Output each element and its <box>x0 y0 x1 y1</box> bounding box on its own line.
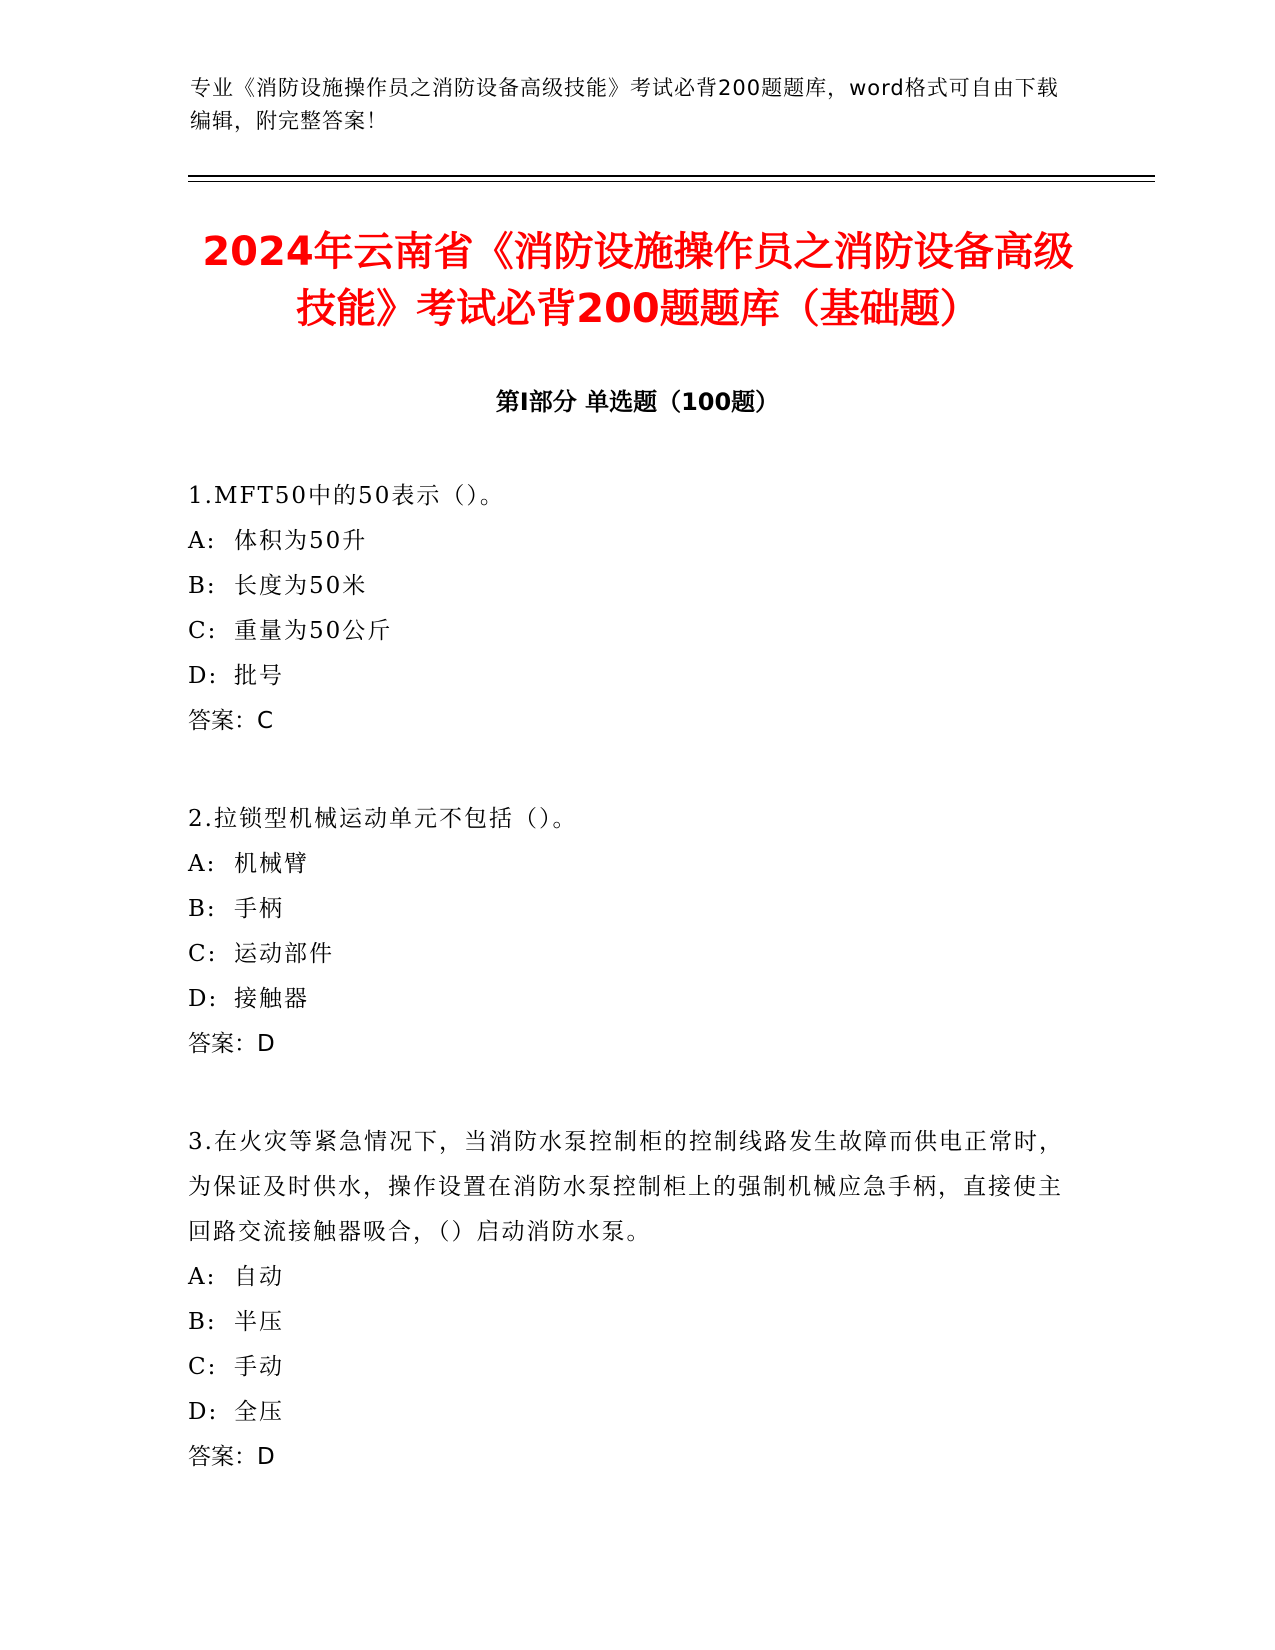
section-title: 第Ⅰ部分 单选题（100题） <box>495 388 780 416</box>
option-text: 体积为50升 <box>234 528 368 554</box>
option-a <box>188 842 1068 887</box>
header-divider-thick <box>188 175 1155 177</box>
option-key: C: <box>188 941 218 967</box>
option-text: 重量为50公斤 <box>234 618 393 644</box>
option-c <box>188 932 1068 977</box>
answer-line: 答案：C <box>188 708 274 734</box>
option-key: D: <box>188 986 219 1012</box>
answer-line: 答案：D <box>188 1031 275 1057</box>
option-d <box>188 977 1068 1022</box>
option-key: A: <box>188 851 217 877</box>
question-text: 2.拉锁型机械运动单元不包括（）。 <box>188 806 578 832</box>
document-title: 2024年云南省《消防设施操作员之消防设备高级技能》考试必背200题题库（基础题） <box>202 229 1074 332</box>
option-d <box>188 654 1068 699</box>
question-1 <box>188 474 1068 744</box>
option-key: A: <box>188 1264 217 1290</box>
option-key: C: <box>188 1354 218 1380</box>
option-b <box>188 887 1068 932</box>
answer-line: 答案：D <box>188 1444 275 1470</box>
option-key: B: <box>188 896 217 922</box>
option-text: 运动部件 <box>234 941 334 967</box>
option-text: 自动 <box>234 1264 284 1290</box>
option-text: 机械臂 <box>234 851 309 877</box>
option-a <box>188 1255 1068 1300</box>
option-text: 手柄 <box>234 896 284 922</box>
option-c <box>188 1345 1068 1390</box>
option-b <box>188 1300 1068 1345</box>
question-text: 1.MFT50中的50表示（）。 <box>188 483 505 509</box>
option-key: C: <box>188 618 218 644</box>
question-list <box>188 474 1068 1533</box>
option-a <box>188 519 1068 564</box>
option-key: B: <box>188 1309 217 1335</box>
question-text: 3.在火灾等紧急情况下，当消防水泵控制柜的控制线路发生故障而供电正常时，为保证及时供水，操作设置在消防水泵控制柜上的强制机械应急手柄，直接使主回路交流接触器吸合，（）启动消防水泵。 <box>188 1129 1064 1245</box>
option-text: 半压 <box>234 1309 284 1335</box>
option-key: B: <box>188 573 217 599</box>
option-text: 全压 <box>234 1399 284 1425</box>
option-key: A: <box>188 528 217 554</box>
option-b <box>188 564 1068 609</box>
header-note: 专业《消防设施操作员之消防设备高级技能》考试必背200题题库，word格式可自由下载编辑，附完整答案！ <box>190 76 1059 133</box>
option-key: D: <box>188 1399 219 1425</box>
option-key: D: <box>188 663 219 689</box>
option-c <box>188 609 1068 654</box>
question-2 <box>188 797 1068 1067</box>
option-text: 批号 <box>234 663 284 689</box>
option-text: 长度为50米 <box>234 573 368 599</box>
header-divider-thin <box>188 181 1155 182</box>
question-3 <box>188 1120 1068 1480</box>
option-d <box>188 1390 1068 1435</box>
option-text: 接触器 <box>234 986 309 1012</box>
option-text: 手动 <box>234 1354 284 1380</box>
